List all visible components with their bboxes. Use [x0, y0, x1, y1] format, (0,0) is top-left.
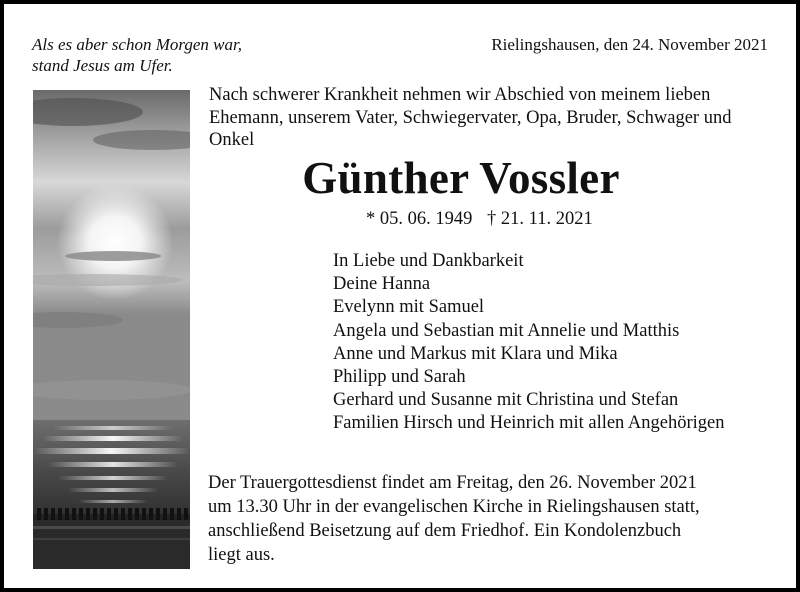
mourner-line: Evelynn mit Samuel [333, 297, 485, 318]
mourner-line: Angela und Sebastian mit Annelie und Matthis [333, 320, 680, 341]
birth-date: * 05. 06. 1949 [366, 209, 473, 229]
mourner-line: Anne und Markus mit Klara und Mika [333, 343, 618, 364]
death-date: † 21. 11. 2021 [487, 209, 593, 229]
intro-text: Nach schwerer Krankheit nehmen wir Abschied von meinem lieben Ehemann, unserem Vater, Schwiegervater, Opa, Bruder, Schwager und Onkel [209, 85, 732, 150]
mourner-line: Deine Hanna [333, 274, 431, 295]
mourners-list [333, 250, 725, 436]
life-dates [366, 208, 603, 230]
service-line: um 13.30 Uhr in der evangelischen Kirche in Rielingshausen statt, [208, 497, 700, 517]
service-info [208, 471, 788, 567]
bible-quote-line-1: Als es aber schon Morgen war, [32, 35, 242, 54]
service-line: Der Trauergottesdienst findet am Freitag, den 26. November 2021 [208, 473, 697, 493]
mourner-line: Gerhard und Susanne mit Christina und Stefan [333, 390, 679, 411]
mourner-line: In Liebe und Dankbarkeit [333, 251, 524, 271]
mourner-line: Philipp und Sarah [333, 367, 466, 388]
sunset-sea-photo-icon [33, 90, 190, 569]
place-and-date: Rielingshausen, den 24. November 2021 [491, 35, 768, 54]
bible-quote-line-2: stand Jesus am Ufer. [32, 56, 173, 75]
service-line: liegt aus. [208, 545, 275, 565]
bible-quote [32, 34, 242, 76]
deceased-name: Günther Vossler [302, 153, 620, 203]
service-line: anschließend Beisetzung auf dem Friedhof. Ein Kondolenzbuch [208, 521, 682, 541]
mourner-line: Familien Hirsch und Heinrich mit allen Angehörigen [333, 413, 725, 434]
